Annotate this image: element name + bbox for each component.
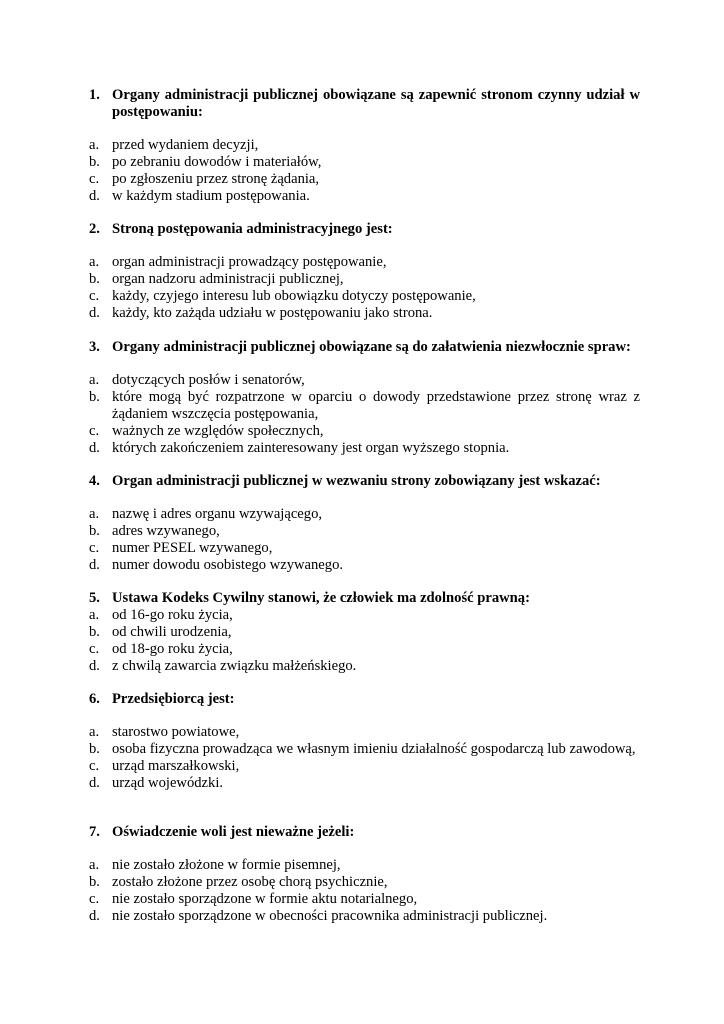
question-7	[89, 824, 640, 925]
answer-text: adres wzywanego,	[112, 523, 220, 539]
answer-text: organ administracji prowadzący postępowanie,	[112, 254, 387, 270]
answer-text: każdy, kto zażąda udziału w postępowaniu jako strona.	[112, 305, 433, 321]
answer-item	[89, 288, 640, 305]
answer-letter: c.	[89, 891, 100, 907]
answer-text: dotyczących posłów i senatorów,	[112, 372, 305, 388]
answer-text: przed wydaniem decyzji,	[112, 137, 259, 153]
question-text: Organ administracji publicznej w wezwaniu strony zobowiązany jest wskazać:	[112, 473, 601, 489]
answer-letter: a.	[89, 137, 100, 153]
question-number: 6.	[89, 691, 100, 707]
answer-item	[89, 271, 640, 288]
answer-text: starostwo powiatowe,	[112, 724, 240, 740]
answer-text: których zakończeniem zainteresowany jest organ wyższego stopnia.	[112, 440, 510, 456]
answer-letter: b.	[89, 741, 100, 757]
answer-letter: d.	[89, 188, 100, 204]
question-number: 4.	[89, 473, 100, 489]
answer-text: nie zostało sporządzone w formie aktu notarialnego,	[112, 891, 418, 907]
answer-list	[89, 857, 640, 925]
answer-item	[89, 908, 640, 925]
answer-item	[89, 658, 640, 675]
answer-item	[89, 440, 640, 457]
question-number: 1.	[89, 87, 100, 103]
question-heading	[89, 691, 640, 708]
answer-letter: a.	[89, 724, 100, 740]
answer-text: urząd marszałkowski,	[112, 758, 240, 774]
answer-list	[89, 372, 640, 457]
answer-text: organ nadzoru administracji publicznej,	[112, 271, 344, 287]
answer-item	[89, 154, 640, 171]
answer-letter: b.	[89, 523, 100, 539]
question-heading	[89, 339, 640, 356]
answer-item	[89, 891, 640, 908]
answer-letter: c.	[89, 758, 100, 774]
answer-item	[89, 758, 640, 775]
answer-item	[89, 305, 640, 322]
question-heading	[89, 824, 640, 841]
answer-item	[89, 506, 640, 523]
answer-letter: d.	[89, 557, 100, 573]
answer-text: numer dowodu osobistego wzywanego.	[112, 557, 344, 573]
answer-text: zostało złożone przez osobę chorą psychicznie,	[112, 874, 388, 890]
answer-text: nie zostało sporządzone w obecności pracownika administracji publicznej.	[112, 908, 548, 924]
question-heading	[89, 590, 640, 607]
question-text: Oświadczenie woli jest nieważne jeżeli:	[112, 824, 355, 840]
answer-letter: d.	[89, 658, 100, 674]
answer-list	[89, 137, 640, 205]
question-heading	[89, 87, 640, 121]
answer-item	[89, 741, 640, 758]
answer-letter: a.	[89, 506, 100, 522]
question-2	[89, 221, 640, 322]
answer-letter: c.	[89, 288, 100, 304]
question-text: Ustawa Kodeks Cywilny stanowi, że człowiek ma zdolność prawną:	[112, 590, 530, 606]
answer-text: od 18-go roku życia,	[112, 641, 233, 657]
answer-letter: d.	[89, 440, 100, 456]
answer-letter: d.	[89, 908, 100, 924]
answer-list	[89, 724, 640, 792]
answer-text: od chwili urodzenia,	[112, 624, 232, 640]
answer-text: ważnych ze względów społecznych,	[112, 423, 324, 439]
answer-item	[89, 775, 640, 792]
question-text: Stroną postępowania administracyjnego jest:	[112, 221, 393, 237]
question-3	[89, 339, 640, 457]
answer-letter: b.	[89, 154, 100, 170]
question-heading	[89, 473, 640, 490]
answer-letter: a.	[89, 857, 100, 873]
answer-text: od 16-go roku życia,	[112, 607, 233, 623]
question-text: Przedsiębiorcą jest:	[112, 691, 235, 707]
answer-item	[89, 372, 640, 389]
answer-item	[89, 624, 640, 641]
question-number: 7.	[89, 824, 100, 840]
answer-letter: a.	[89, 607, 100, 623]
answer-letter: c.	[89, 641, 100, 657]
answer-text: urząd wojewódzki.	[112, 775, 224, 791]
answer-item	[89, 540, 640, 557]
answer-item	[89, 523, 640, 540]
question-6	[89, 691, 640, 792]
answer-item	[89, 188, 640, 205]
answer-item	[89, 557, 640, 574]
question-text: Organy administracji publicznej obowiązane są do załatwienia niezwłocznie spraw:	[112, 339, 631, 355]
answer-text: po zgłoszeniu przez stronę żądania,	[112, 171, 320, 187]
answer-item	[89, 389, 640, 423]
answer-item	[89, 857, 640, 874]
answer-text: w każdym stadium postępowania.	[112, 188, 310, 204]
answer-text: z chwilą zawarcia związku małżeńskiego.	[112, 658, 357, 674]
question-4	[89, 473, 640, 574]
question-1	[89, 87, 640, 205]
answer-letter: d.	[89, 305, 100, 321]
answer-letter: b.	[89, 389, 100, 405]
answer-letter: c.	[89, 540, 100, 556]
answer-item	[89, 254, 640, 271]
answer-item	[89, 137, 640, 154]
answer-text: które mogą być rozpatrzone w oparciu o dowody przedstawione przez stronę wraz z żądaniem wszczęcia postępowania,	[112, 389, 640, 422]
answer-text: nazwę i adres organu wzywającego,	[112, 506, 323, 522]
answer-item	[89, 607, 640, 624]
answer-item	[89, 724, 640, 741]
answer-letter: b.	[89, 874, 100, 890]
answer-list	[89, 506, 640, 574]
answer-item	[89, 171, 640, 188]
answer-letter: c.	[89, 171, 100, 187]
question-number: 3.	[89, 339, 100, 355]
answer-letter: a.	[89, 254, 100, 270]
answer-text: osoba fizyczna prowadząca we własnym imieniu działalność gospodarczą lub zawodową,	[112, 741, 636, 757]
answer-text: nie zostało złożone w formie pisemnej,	[112, 857, 341, 873]
answer-letter: b.	[89, 271, 100, 287]
answer-text: po zebraniu dowodów i materiałów,	[112, 154, 322, 170]
answer-letter: d.	[89, 775, 100, 791]
answer-item	[89, 423, 640, 440]
answer-letter: c.	[89, 423, 100, 439]
answer-text: każdy, czyjego interesu lub obowiązku dotyczy postępowanie,	[112, 288, 476, 304]
question-number: 2.	[89, 221, 100, 237]
answer-item	[89, 641, 640, 658]
answer-item	[89, 874, 640, 891]
answer-list	[89, 254, 640, 322]
answer-text: numer PESEL wzywanego,	[112, 540, 273, 556]
answer-letter: b.	[89, 624, 100, 640]
answer-letter: a.	[89, 372, 100, 388]
question-heading	[89, 221, 640, 238]
question-5	[89, 590, 640, 675]
question-text: Organy administracji publicznej obowiązane są zapewnić stronom czynny udział w postępowaniu:	[112, 87, 640, 120]
question-number: 5.	[89, 590, 100, 606]
answer-list	[89, 607, 640, 675]
